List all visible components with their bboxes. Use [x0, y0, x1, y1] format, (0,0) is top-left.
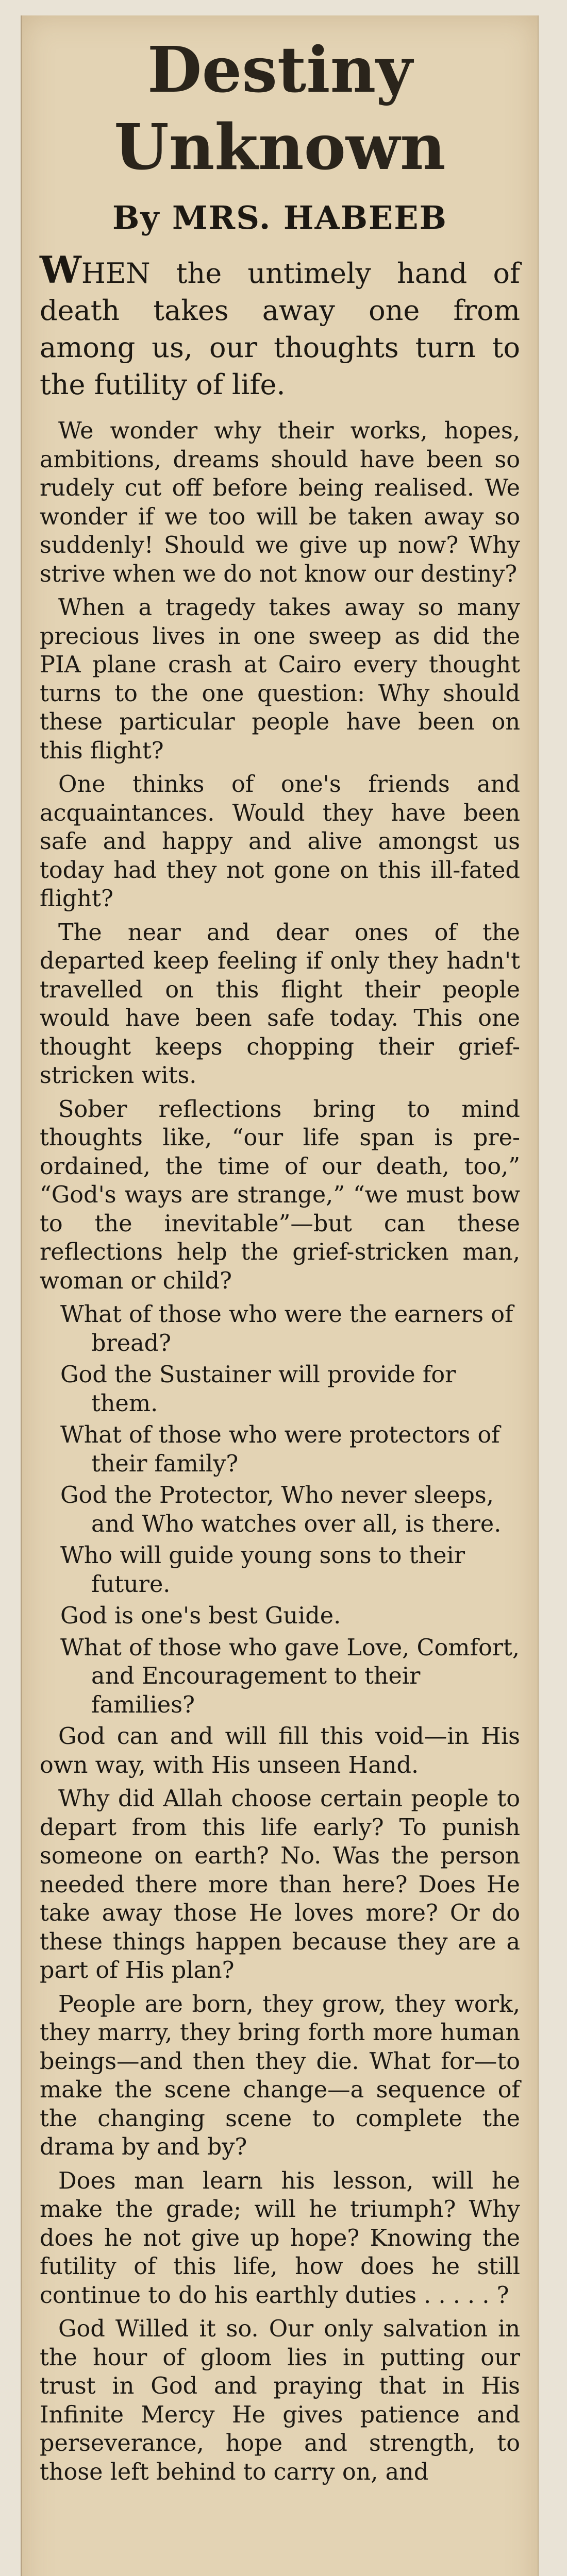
- title-line-2: Unknown: [114, 110, 446, 184]
- qa-line: God is one's best Guide.: [60, 1603, 341, 1629]
- body-paragraph: The near and dear ones of the departed keep feeling if only they hadn't travelled on this flight their people would have been safe today. This one thought keeps chopping their grief-stricken wits.: [40, 919, 520, 1089]
- closing-paragraph: God Willed it so. Our only salvation in the hour of gloom lies in putting our trust in God and praying that in His Infinite Mercy He gives patience and perseverance, hope and strength, to those left behind to carry on, and: [40, 2316, 520, 2485]
- qa-line: What of those who were protectors of their family?: [60, 1422, 500, 1477]
- byline: By MRS. HABEEB: [112, 199, 447, 236]
- closing-paragraph: Does man learn his lesson, will he make the grade; will he triumph? Why does he not give up hope? Knowing the futility of this life, how does he still continue to do his earthly duties . . . . . ?: [40, 2167, 520, 2309]
- closing-paragraph: Why did Allah choose certain people to depart from this life early? To punish someone on earth? No. Was the person needed there more than here? Does He take away those He loves more? Or do these things happen because they are a part of His plan?: [40, 1786, 520, 1984]
- drop-cap: W: [40, 248, 81, 292]
- closing-paragraph: People are born, they grow, they work, they marry, they bring forth more human beings—and then they die. What for—to make the scene change—a sequence of the changing scene to complete the drama by and by?: [40, 1991, 520, 2160]
- article-title: [40, 31, 520, 185]
- lead-text: HEN the untimely hand of death takes away one from among us, our thoughts turn to the futility of life.: [40, 257, 520, 401]
- body-paragraph: We wonder why their works, hopes, ambitions, dreams should have been so rudely cut off before being realised. We wonder if we too will be taken away so suddenly! Should we give up now? Why strive when we do not know our destiny?: [40, 418, 520, 587]
- newspaper-clipping: [21, 15, 539, 2576]
- qa-line: What of those who were the earners of bread?: [60, 1301, 513, 1357]
- body-paragraph: Sober reflections bring to mind thoughts like, “our life span is pre-ordained, the time of our death, too,” “God's ways are strange,” “we must bow to the inevitable”—but can these reflections help the grief-stricken man, woman or child?: [40, 1096, 520, 1294]
- article: [22, 15, 538, 2486]
- title-line-1: Destiny: [147, 32, 413, 107]
- lead-paragraph: [40, 248, 520, 403]
- qa-line: What of those who gave Love, Comfort, and Encouragement to their families?: [60, 1634, 520, 1718]
- body-paragraph: One thinks of one's friends and acquaintances. Would they have been safe and happy and alive amongst us today had they not gone on this ill-fated flight?: [40, 771, 520, 912]
- qa-line: God the Protector, Who never sleeps, and Who watches over all, is there.: [60, 1482, 502, 1537]
- body-paragraph: When a tragedy takes away so many precious lives in one sweep as did the PIA plane crash at Cairo every thought turns to the one question: Why should these particular people have been on this flight?: [40, 595, 520, 764]
- qa-line: God the Sustainer will provide for them.: [60, 1362, 456, 1417]
- closing-paragraph: God can and will fill this void—in His own way, with His unseen Hand.: [40, 1723, 520, 1778]
- qa-line: Who will guide young sons to their future.: [60, 1543, 465, 1598]
